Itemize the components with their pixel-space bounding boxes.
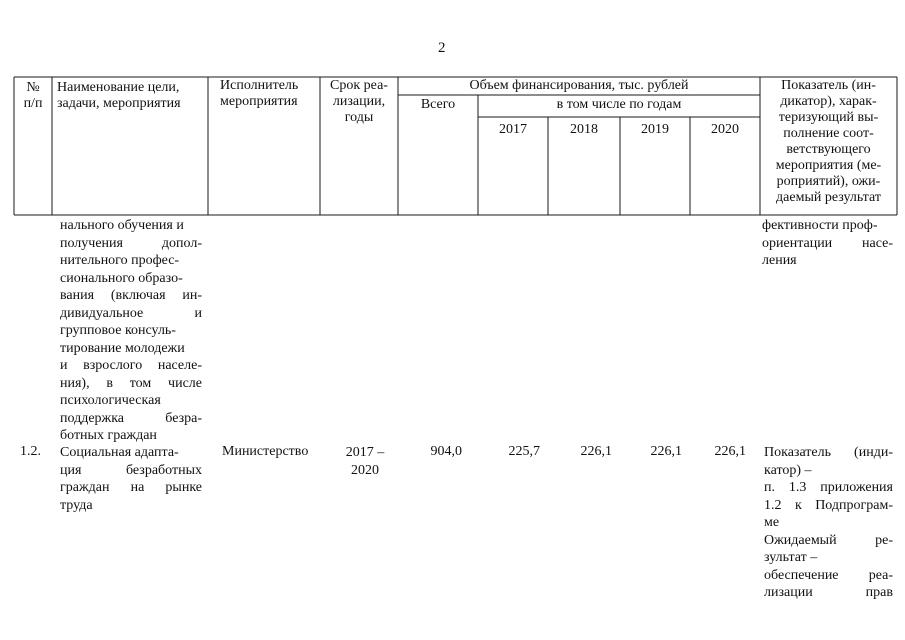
header-total: Всего: [420, 97, 456, 112]
header-year-2020: 2020: [711, 122, 739, 137]
row-num: 1.2.: [20, 444, 41, 459]
row-continuation-name: нального обучения и получения допол- нительного профес- сионального образо- вания (включая ин- дивидуальное и групповое консуль- тирование молодежи и взрослого населе- ния), в том числе психологическая поддержка безра- ботных граждан: [60, 218, 202, 443]
row-executor: Министерство: [222, 444, 309, 459]
header-indicator: Показатель (ин- дикатор), харак- теризующий вы- полнение соот- ветствующего мероприятия (ме- роприятий), ожи- даемый результат: [775, 78, 882, 205]
row-2019: 226,1: [650, 444, 682, 459]
header-name: Наименование цели, задачи, мероприятия: [57, 80, 181, 111]
header-num: № п/п: [23, 80, 43, 111]
page-number: 2: [438, 40, 446, 56]
header-year-2019: 2019: [641, 122, 669, 137]
header-term: Срок реа- лизации, годы: [330, 78, 388, 125]
row-continuation-indicator: фективности проф- ориентации насе- ления: [762, 218, 893, 268]
header-year-2018: 2018: [570, 122, 598, 137]
row-2017: 225,7: [508, 444, 540, 459]
row-2020: 226,1: [714, 444, 746, 459]
row-term: 2017 – 2020: [345, 445, 385, 478]
header-by-years: в том числе по годам: [556, 97, 682, 112]
header-executor: Исполнитель мероприятия: [220, 78, 299, 109]
row-name: Социальная адапта- ция безработных граждан на рынке труда: [60, 445, 202, 513]
header-year-2017: 2017: [499, 122, 527, 137]
header-finance: Объем финансирования, тыс. рублей: [469, 78, 689, 93]
row-total: 904,0: [430, 444, 462, 459]
row-2018: 226,1: [580, 444, 612, 459]
row-indicator: Показатель (инди- катор) – п. 1.3 приложения 1.2 к Подпрограм- ме Ожидаемый ре- зультат – обеспечение реа- лизации прав: [764, 445, 893, 600]
